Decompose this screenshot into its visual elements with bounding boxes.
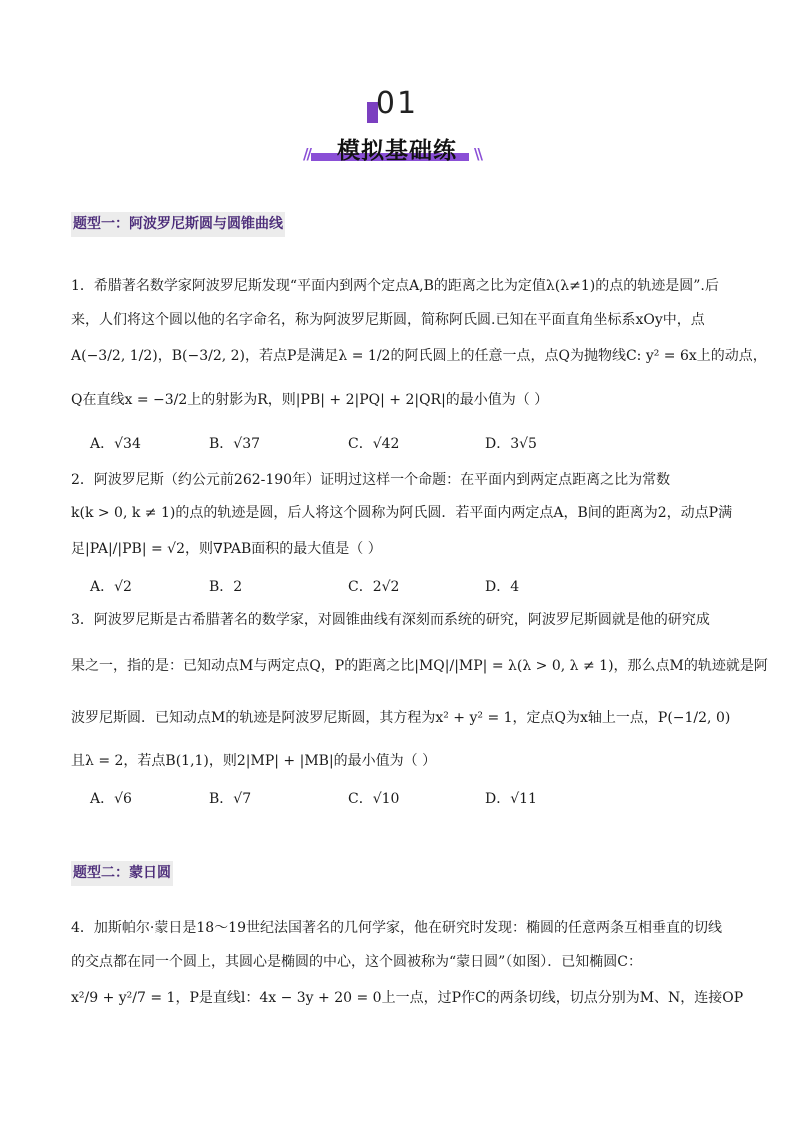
- q1-option-a[interactable]: A．√34: [90, 436, 141, 452]
- q1-option-c[interactable]: C．√42: [348, 436, 400, 452]
- q2-line-1: 2．阿波罗尼斯（约公元前262-190年）证明过这样一个命题：在平面内到两定点距离之比为常数: [71, 472, 671, 488]
- q3-option-b[interactable]: B．√7: [209, 791, 252, 807]
- q3-option-a[interactable]: A．√6: [90, 791, 132, 807]
- q3-option-c[interactable]: C．√10: [348, 791, 400, 807]
- q2-line-2: k(k > 0, k ≠ 1)的点的轨迹是圆，后人将这个圆称为阿氏圆．若平面内两定点A，B间的距离为2，动点P满: [71, 505, 733, 521]
- q4-line-2: 的交点都在同一个圆上，其圆心是椭圆的中心，这个圆被称为“蒙日圆”（如图）．已知椭圆C：: [71, 954, 643, 970]
- q3-line-4: 且λ = 2，若点B(1,1)，则2|MP| + |MB|的最小值为（ ）: [71, 753, 437, 769]
- q3-line-2: 果之一，指的是：已知动点M与两定点Q，P的距离之比|MQ|/|MP| = λ(λ > 0, λ ≠ 1)，那么点M的轨迹就是阿: [71, 658, 768, 674]
- q2-option-a[interactable]: A．√2: [90, 579, 132, 595]
- title-slash-right: \\: [474, 145, 481, 163]
- q1-line-2: 来，人们将这个圆以他的名字命名，称为阿波罗尼斯圆，简称阿氏圆.已知在平面直角坐标系xOy中，点: [71, 312, 705, 328]
- q1-line-1: 1．希腊著名数学家阿波罗尼斯发现“平面内到两个定点A,B的距离之比为定值λ(λ≠1)的点的轨迹是圆”.后: [71, 278, 719, 294]
- q1-option-d[interactable]: D．3√5: [485, 436, 537, 452]
- page-title: 模拟基础练: [337, 138, 457, 164]
- q3-line-1: 3．阿波罗尼斯是古希腊著名的数学家，对圆锥曲线有深刻而系统的研究，阿波罗尼斯圆就是他的研究成: [71, 612, 710, 628]
- q1-line-4: Q在直线x = −3/2上的射影为R，则|PB| + 2|PQ| + 2|QR|的最小值为（ ）: [71, 392, 549, 408]
- q2-option-d[interactable]: D．4: [485, 579, 520, 595]
- q3-line-3: 波罗尼斯圆．已知动点M的轨迹是阿波罗尼斯圆，其方程为x² + y² = 1，定点Q为x轴上一点，P(−1/2, 0): [71, 710, 731, 726]
- title-slash-left: //: [303, 145, 310, 163]
- q4-line-3: x²/9 + y²/7 = 1，P是直线l：4x − 3y + 20 = 0上一点，过P作C的两条切线，切点分别为M、N，连接OP: [71, 990, 744, 1006]
- q2-line-3: 足|PA|/|PB| = √2，则∇PAB面积的最大值是（ ）: [71, 541, 382, 557]
- q2-option-c[interactable]: C．2√2: [348, 579, 400, 595]
- q1-line-3: A(−3/2, 1/2)，B(−3/2, 2)，若点P是满足λ = 1/2的阿氏圆上的任意一点，点Q为抛物线C: y² = 6x上的动点，: [71, 348, 767, 364]
- section-number: 01: [375, 86, 419, 121]
- q3-option-d[interactable]: D．√11: [485, 791, 537, 807]
- section-heading-1: 题型一：阿波罗尼斯圆与圆锥曲线: [71, 212, 285, 237]
- q1-option-b[interactable]: B．√37: [209, 436, 261, 452]
- section-heading-2: 题型二：蒙日圆: [71, 861, 173, 886]
- q4-line-1: 4．加斯帕尔·蒙日是18～19世纪法国著名的几何学家，他在研究时发现：椭圆的任意两条互相垂直的切线: [71, 920, 722, 936]
- q2-option-b[interactable]: B．2: [209, 579, 243, 595]
